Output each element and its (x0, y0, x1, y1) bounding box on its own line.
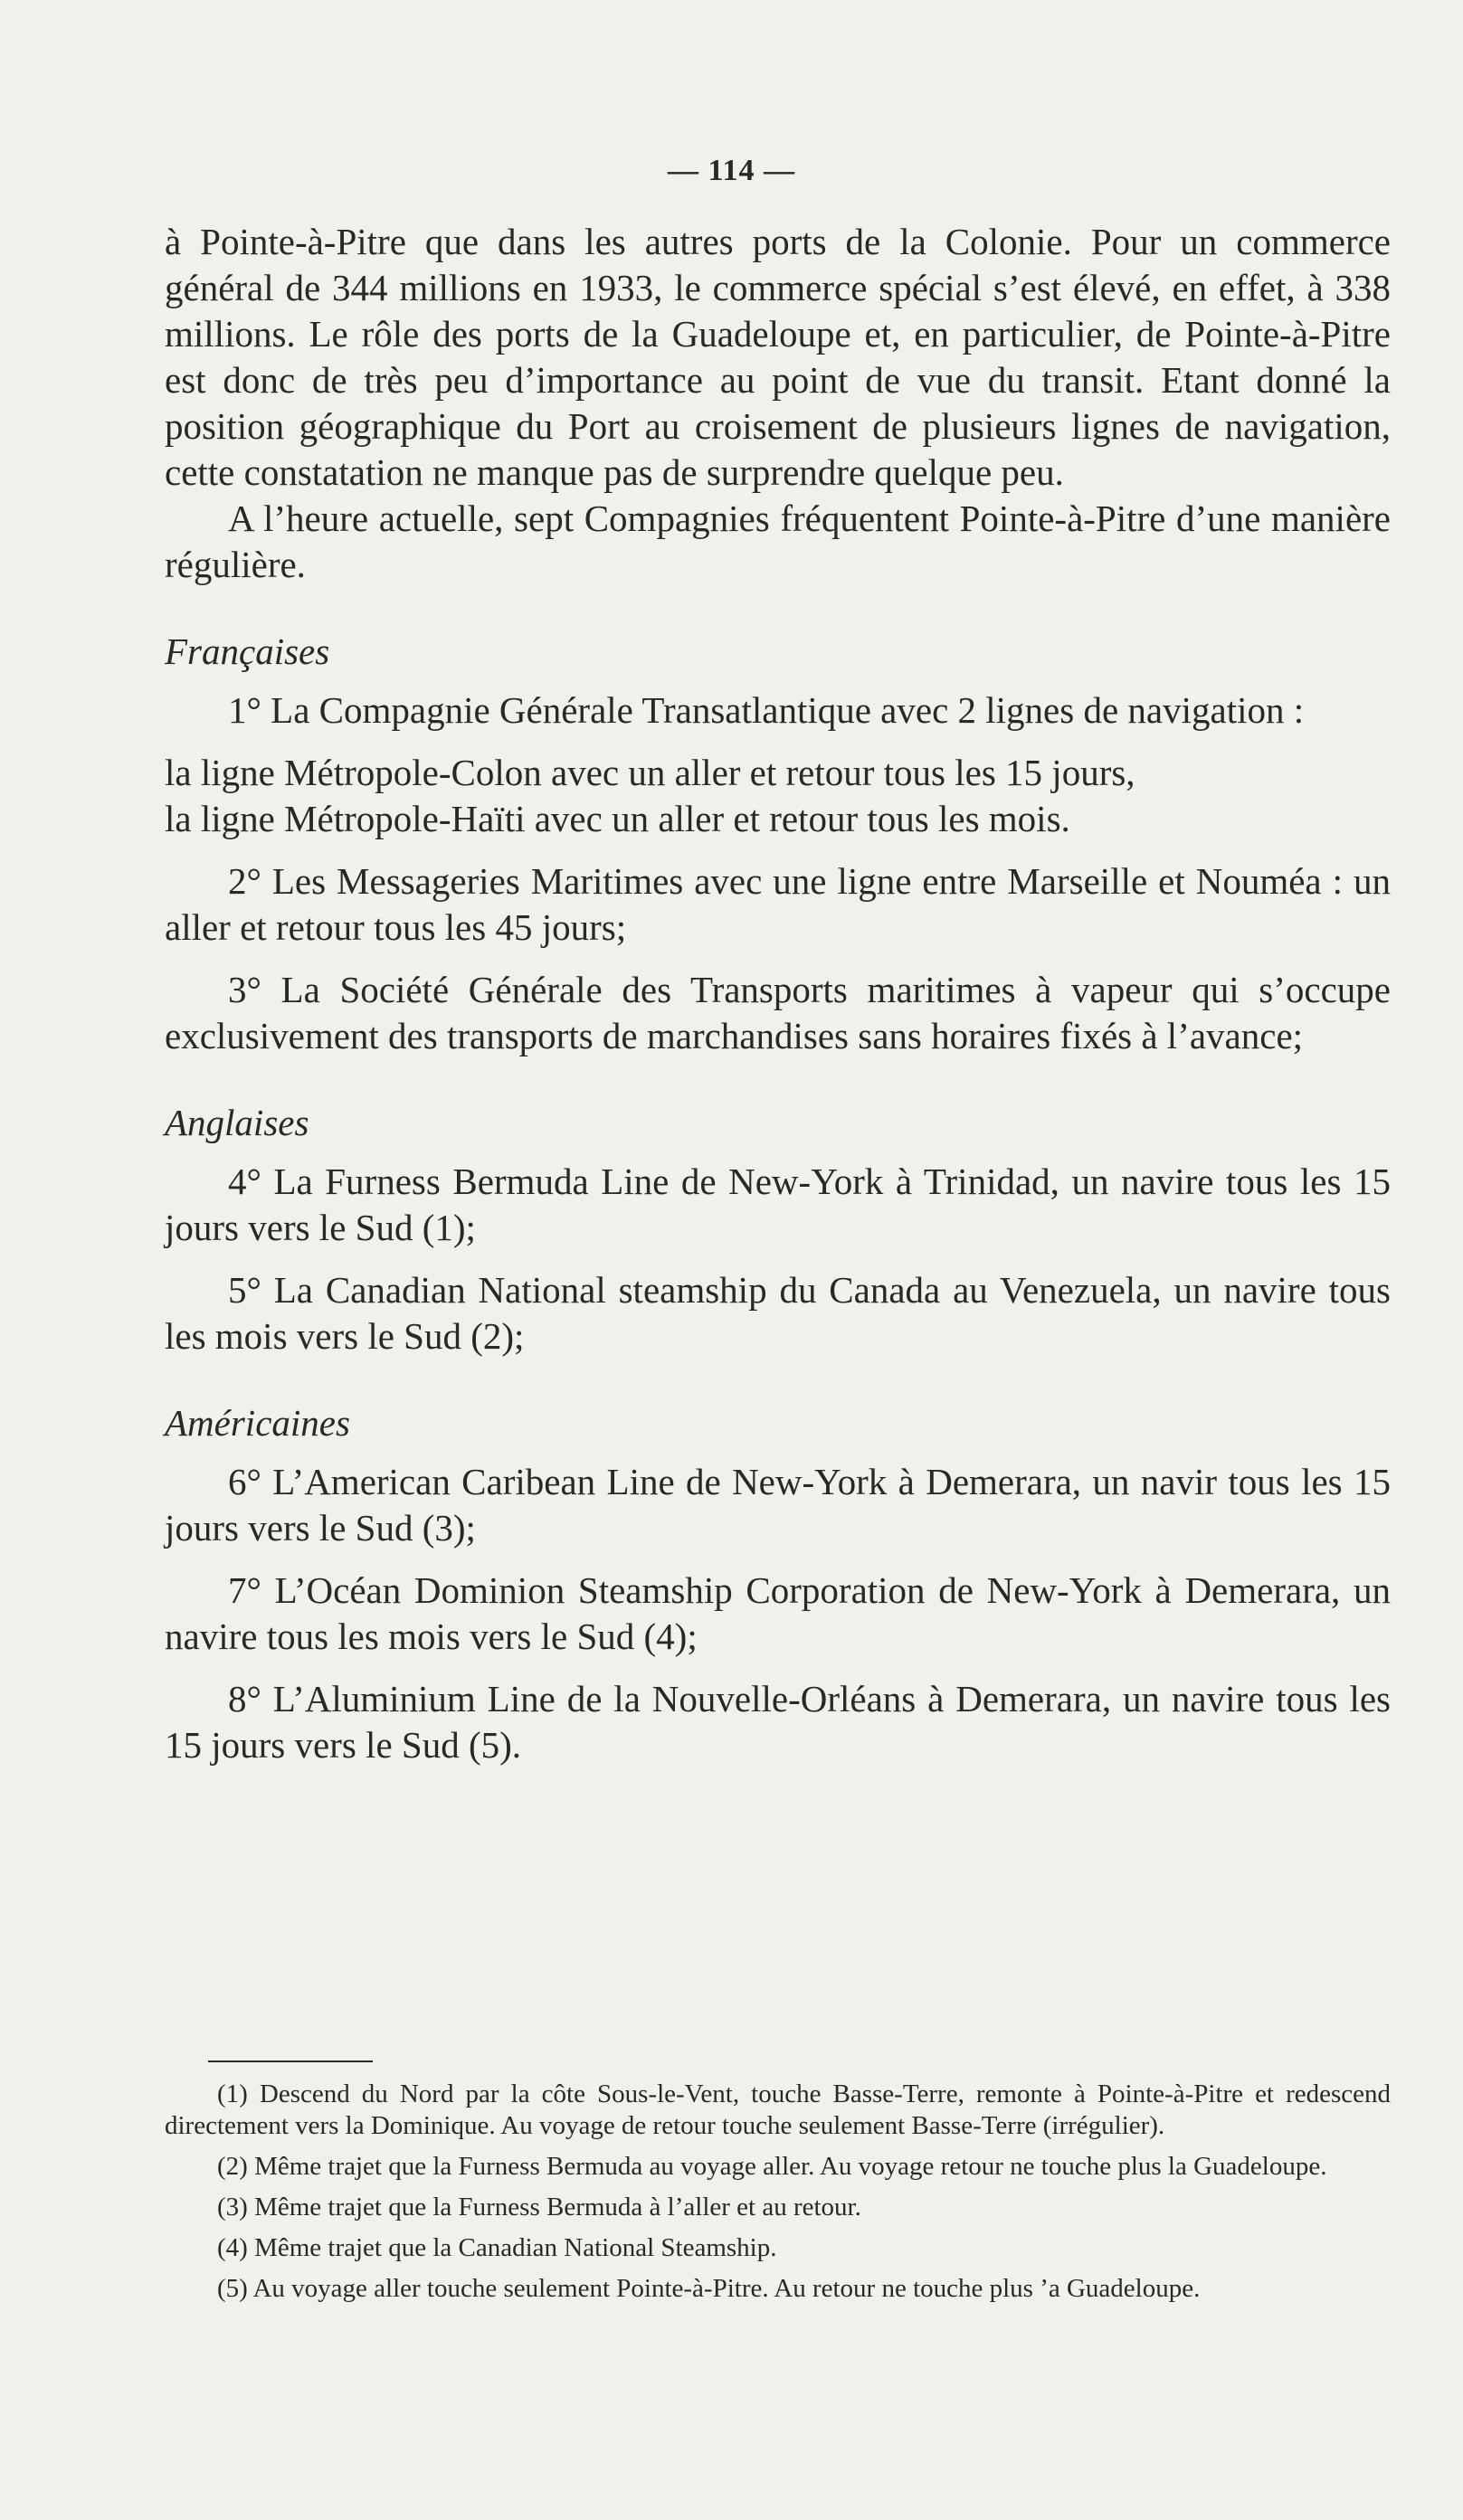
heading-americaines: Américaines (165, 1402, 350, 1444)
item-6: 6° L’American Caribean Line de New-York à Demerara, un navir tous les 15 jours vers le Sud (3); (165, 1461, 1391, 1549)
paragraph-intro: à Pointe-à-Pitre que dans les autres ports de la Colonie. Pour un commerce général de 344 millions en 1933, le commerce spécial s’est élevé, en effet, à 338 millions. Le rôle des ports de la Guadeloupe et, en particulier, de Pointe-à-Pitre est donc de très peu d’importance au point de vue du transit. Etant donné la position géographique du Port au croisement de plusieurs lignes de navigation, cette constatation ne manque pas de surprendre quelque peu. (165, 221, 1391, 493)
item-1: 1° La Compagnie Générale Transatlantique avec 2 lignes de navigation : (228, 689, 1305, 731)
heading-anglaises: Anglaises (165, 1102, 309, 1143)
footnote-1: (1) Descend du Nord par la côte Sous-le-Vent, touche Basse-Terre, remonte à Pointe-à-Pitre et redescend directement vers la Dominique. Au voyage de retour touche seulement Basse-Terre (irrégulier). (165, 2079, 1391, 2140)
item-1-line-1: la ligne Métropole-Colon avec un aller et retour tous les 15 jours, (165, 752, 1135, 793)
footnote-4: (4) Même trajet que la Canadian National Steamship. (217, 2233, 777, 2262)
body-text (165, 219, 1391, 1768)
item-2: 2° Les Messageries Maritimes avec une ligne entre Marseille et Nouméa : un aller et retour tous les 45 jours; (165, 860, 1391, 948)
item-3: 3° La Société Générale des Transports maritimes à vapeur qui s’occupe exclusivement des transports de marchandises sans horaires fixés à l’avance; (165, 969, 1391, 1056)
item-7: 7° L’Océan Dominion Steamship Corporation de New-York à Demerara, un navire tous les mois vers le Sud (4); (165, 1569, 1391, 1657)
page-number: — 114 — (667, 154, 796, 187)
item-1-line-2: la ligne Métropole-Haïti avec un aller et retour tous les mois. (165, 798, 1070, 839)
heading-francaises: Françaises (165, 630, 330, 672)
paragraph-companies: A l’heure actuelle, sept Compagnies fréquentent Pointe-à-Pitre d’une manière régulière. (165, 497, 1391, 585)
footnote-5: (5) Au voyage aller touche seulement Pointe-à-Pitre. Au retour ne touche plus ’a Guadeloupe. (217, 2274, 1201, 2303)
footnotes (165, 2079, 1391, 2305)
item-4: 4° La Furness Bermuda Line de New-York à Trinidad, un navire tous les 15 jours vers le Sud (1); (165, 1161, 1391, 1248)
footnote-divider (208, 2061, 373, 2062)
footnote-2: (2) Même trajet que la Furness Bermuda au voyage aller. Au voyage retour ne touche plus la Guadeloupe. (217, 2152, 1327, 2181)
footnote-3: (3) Même trajet que la Furness Bermuda à l’aller et au retour. (217, 2193, 861, 2222)
item-5: 5° La Canadian National steamship du Canada au Venezuela, un navire tous les mois vers le Sud (2); (165, 1269, 1391, 1357)
item-8: 8° L’Aluminium Line de la Nouvelle-Orléans à Demerara, un navire tous les 15 jours vers le Sud (5). (165, 1678, 1391, 1766)
